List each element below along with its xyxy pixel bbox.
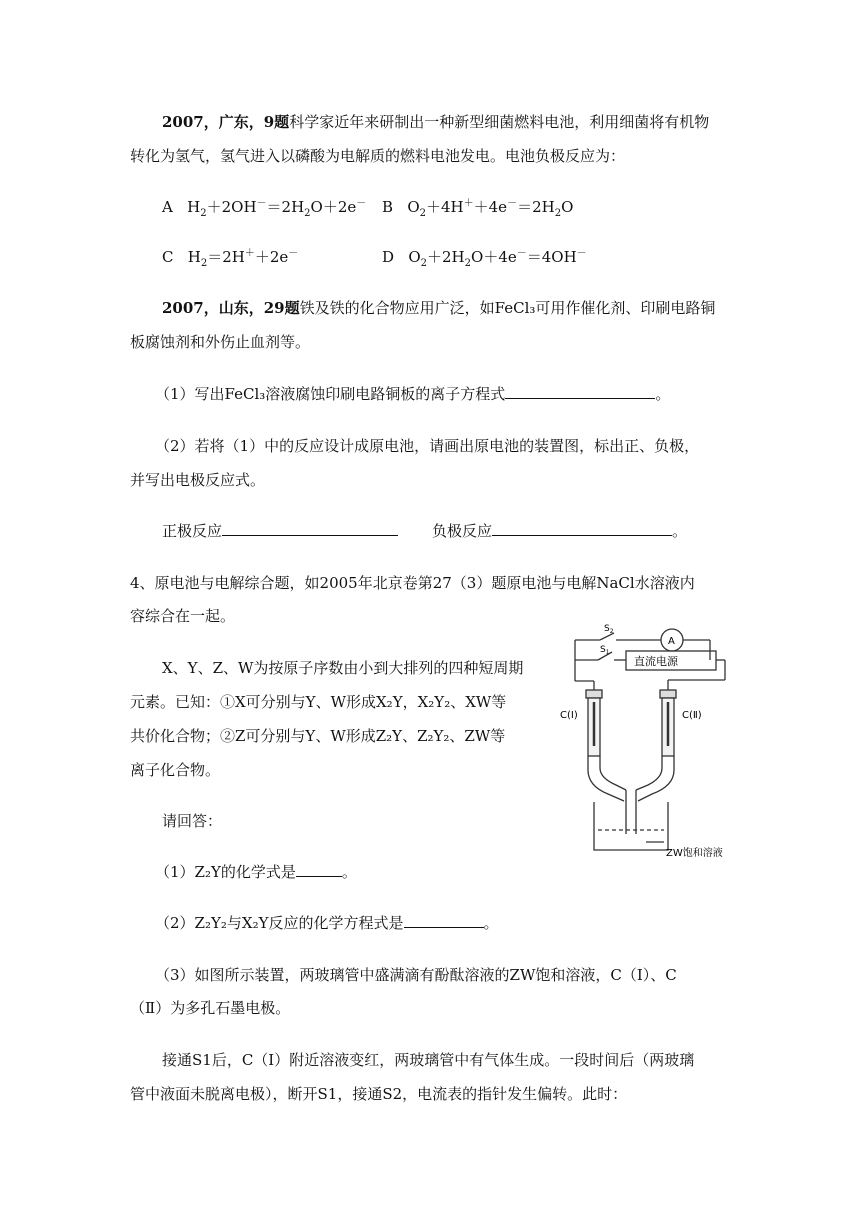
sq1-period: 。 xyxy=(341,863,357,881)
option-c: C $H_2=2H^++2e^-$ xyxy=(162,248,299,269)
sub-question-2 xyxy=(155,913,499,933)
p5-line2: 元素。已知：①X可分别与Y、W形成X₂Y，X₂Y₂、XW等 xyxy=(130,693,507,711)
answer-blank-positive[interactable] xyxy=(222,521,398,536)
p2-line1 xyxy=(162,298,715,318)
p1-line2: 转化为氢气，氢气进入以磷酸为电解质的燃料电池发电。电池负极反应为： xyxy=(130,147,626,165)
option-d: D $O_2+2H_2O+4e^-=4OH^-$ xyxy=(382,248,587,269)
p4-line2: 容综合在一起。 xyxy=(130,607,236,625)
p5-line3: 共价化合物；②Z可分别与Y、W形成Z₂Y、Z₂Y₂、ZW等 xyxy=(130,727,506,745)
option-a-label: A xyxy=(162,198,173,216)
sub-question-3-line2: （Ⅱ）为多孔石墨电极。 xyxy=(130,999,291,1017)
s1-label: $S_1$ xyxy=(600,645,610,656)
ammeter-label: A xyxy=(668,636,675,647)
negative-period: 。 xyxy=(672,522,688,540)
option-c-label: C xyxy=(162,248,174,266)
s2-label: $S_2$ xyxy=(604,624,614,635)
option-d-label: D xyxy=(382,248,395,266)
right-electrode-label: C(Ⅱ) xyxy=(682,710,702,721)
option-b: B $O_2+4H^++4e^-=2H_2O$ xyxy=(382,198,574,219)
left-stopper xyxy=(586,690,602,698)
p5-line1: X、Y、Z、W为按原子序数由小到大排列的四种短周期 xyxy=(162,659,524,677)
p1-line1 xyxy=(162,112,709,132)
p6-line2: 管中液面未脱离电极），断开S1，接通S2，电流表的指针发生偏转。此时： xyxy=(130,1085,628,1103)
p6-line1: 接通S1后，C（Ⅰ）附近溶液变红，两玻璃管中有气体生成。一段时间后（两玻璃 xyxy=(162,1051,695,1069)
p4-line1: 4、原电池与电解综合题，如2005年北京卷第27（3）题原电池与电解NaCl水溶液内 xyxy=(130,574,695,592)
sub-question-3-line1: （3）如图所示装置，两玻璃管中盛满滴有酚酞溶液的ZW饱和溶液，C（Ⅰ）、C xyxy=(155,966,677,984)
sq2-period: 。 xyxy=(483,914,499,932)
right-stopper xyxy=(660,690,676,698)
answer-blank-1[interactable] xyxy=(505,384,655,399)
p1-line1-text: 科学家近年来研制出一种新型细菌燃料电池，利用细菌将有机物 xyxy=(289,113,710,131)
electrode-reactions xyxy=(162,521,687,541)
p1-head: 2007，广东，9题 xyxy=(162,113,290,131)
power-supply-label: 直流电源 xyxy=(634,655,678,668)
p2-q1 xyxy=(155,384,670,404)
p2-q2-line2: 并写出电极反应式。 xyxy=(130,471,266,489)
p2-line1-text: 铁及铁的化合物应用广泛，如FeCl₃可用作催化剂、印刷电路铜 xyxy=(299,299,716,317)
electrolysis-apparatus-figure xyxy=(560,618,760,866)
negative-label: 负极反应 xyxy=(432,522,493,540)
p5-line4: 离子化合物。 xyxy=(130,761,221,779)
beaker-icon xyxy=(594,802,668,850)
option-b-label: B xyxy=(382,198,394,216)
p2-line2: 板腐蚀剂和外伤止血剂等。 xyxy=(130,333,311,351)
sq2-text: （2）Z₂Y₂与X₂Y反应的化学方程式是 xyxy=(155,914,404,932)
sub-question-1 xyxy=(155,862,357,882)
positive-label: 正极反应 xyxy=(162,522,223,540)
left-electrode-label: C(Ⅰ) xyxy=(560,710,578,721)
sq1-text: （1）Z₂Y的化学式是 xyxy=(155,863,296,881)
answer-blank-sq2[interactable] xyxy=(404,913,484,928)
right-bend xyxy=(638,756,674,801)
p2-q1-period: 。 xyxy=(655,385,671,403)
option-a: A $H_2+2OH^-=2H_2O+2e^-$ xyxy=(162,198,367,219)
p2-q1-text: （1）写出FeCl₃溶液腐蚀印刷电路铜板的离子方程式 xyxy=(155,385,506,403)
answer-blank-sq1[interactable] xyxy=(296,862,342,877)
p2-head: 2007，山东，29题 xyxy=(162,299,300,317)
solution-label: ZW饱和溶液 xyxy=(666,848,723,859)
p2-q2-line1: （2）若将（1）中的反应设计成原电池，请画出原电池的装置图，标出正、负极， xyxy=(155,437,700,455)
answer-blank-negative[interactable] xyxy=(492,521,672,536)
answer-prompt: 请回答： xyxy=(162,812,223,830)
